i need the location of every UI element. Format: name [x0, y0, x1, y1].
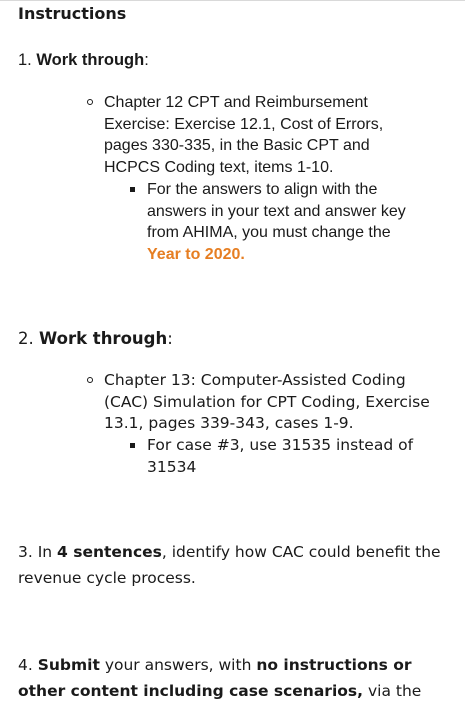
page-title: Instructions — [18, 4, 127, 23]
square-bullet-icon — [130, 443, 135, 448]
step-label: Work through — [39, 329, 168, 348]
step-1-heading: 1. Work through: — [18, 51, 149, 69]
step-4-text: 4. Submit your answers, with no instructions or other content including case scenarios, via the — [18, 656, 422, 700]
top-divider — [0, 0, 465, 1]
step-number: 2. — [18, 329, 39, 348]
step-2-bullet: Chapter 13: Computer-Assisted Coding (CAC) Simulation for CPT Coding, Exercise 13.1, pages 339-343, cases 1-9. — [104, 371, 430, 432]
square-bullet-icon — [130, 187, 135, 192]
step-number: 1. — [18, 51, 37, 69]
step-1-bullet: Chapter 12 CPT and Reimbursement Exercise: Exercise 12.1, Cost of Errors, pages 330-335, in the Basic CPT and HCPCS Coding text, items 1-10. — [104, 94, 384, 176]
step-label: Work through — [36, 51, 145, 69]
step-2-heading: 2. Work through: — [18, 329, 173, 348]
step-2-sub-bullet: For case #3, use 31535 instead of 31534 — [147, 436, 414, 476]
step-1-sub-bullet: For the answers to align with the answers in your text and answer key from AHIMA, you must change the Year to 2020. — [147, 179, 406, 265]
year-highlight: Year to 2020. — [147, 245, 245, 263]
circle-bullet-icon — [87, 377, 93, 383]
circle-bullet-icon — [87, 99, 93, 105]
sentence-count: 4 sentences — [57, 543, 162, 561]
step-3-text: 3. In 4 sentences, identify how CAC could benefit the revenue cycle process. — [18, 543, 441, 587]
